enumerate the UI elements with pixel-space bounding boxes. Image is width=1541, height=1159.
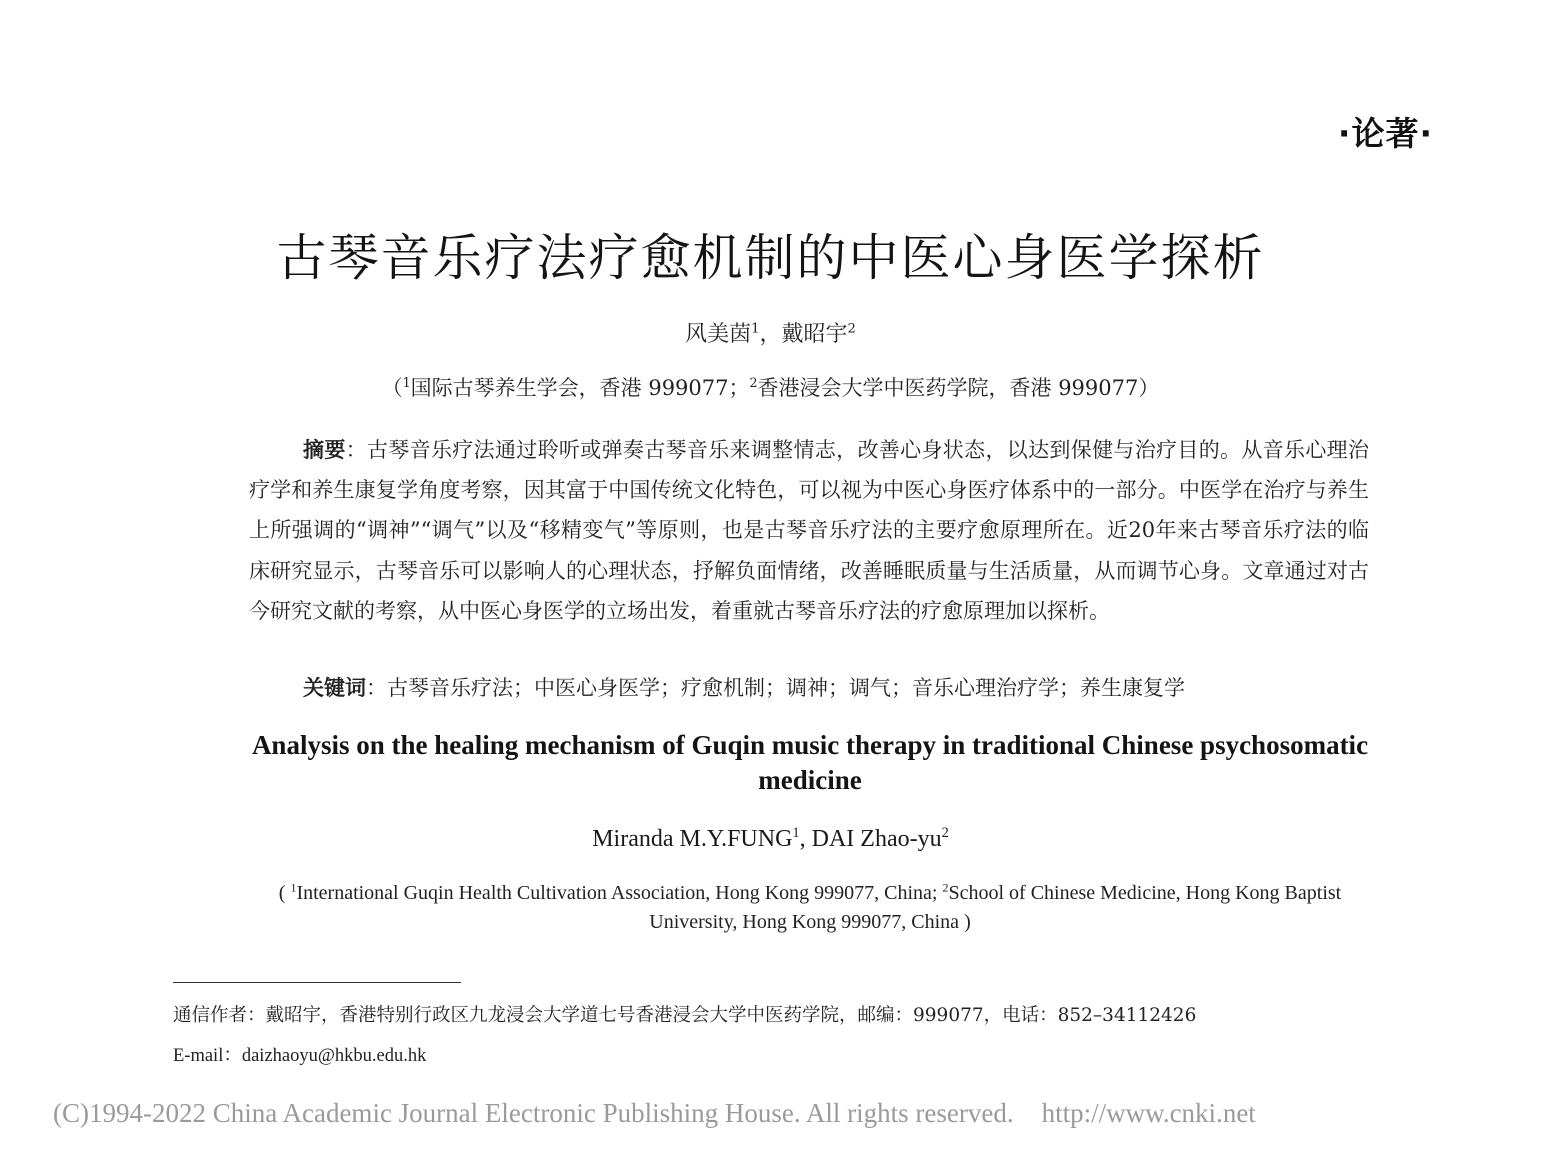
author-1-cn-sup: 1 — [751, 321, 760, 337]
affil-en-1: International Guqin Health Cultivation Association, Hong Kong 999077, China; — [296, 882, 943, 904]
author-1-en: Miranda M.Y.FUNG — [592, 826, 793, 852]
author-2-en: DAI Zhao-yu — [811, 826, 942, 852]
author-separator-en: , — [799, 826, 812, 852]
keywords-text: 古琴音乐疗法；中医心身医学；疗愈机制；调神；调气；音乐心理治疗学；养生康复学 — [387, 676, 1185, 700]
abstract-chinese — [249, 430, 1369, 631]
affiliation-english — [250, 879, 1370, 937]
affil-cn-2: 香港浸会大学中医药学院，香港 999077 — [757, 376, 1139, 400]
email-label: E-mail： — [173, 1046, 242, 1066]
author-2-cn-sup: 2 — [847, 321, 856, 337]
affil-cn-close: ） — [1138, 376, 1160, 400]
footnote-correspondence: 通信作者：戴昭宇，香港特别行政区九龙浸会大学道七号香港浸会大学中医药学院，邮编：999077，电话：852–34112426 — [173, 1005, 1197, 1026]
affil-en-sup-2: 2 — [942, 880, 949, 895]
affil-en-2: School of Chinese Medicine, Hong Kong Baptist University, Hong Kong 999077, China — [649, 882, 1342, 933]
author-2-en-sup: 2 — [941, 825, 949, 841]
author-1-en-sup: 1 — [792, 825, 800, 841]
affil-cn-sup-1: 1 — [402, 375, 411, 390]
author-1-cn: 风美茵 — [685, 322, 752, 347]
affil-cn-sup-2: 2 — [749, 375, 758, 390]
keywords-chinese — [303, 672, 1185, 702]
affil-en-close: ) — [959, 911, 971, 933]
keywords-label: 关键词 — [303, 676, 366, 700]
column-tag: ·论著· — [1337, 114, 1433, 153]
authors-chinese — [0, 317, 1541, 348]
author-separator-cn: ， — [759, 322, 782, 347]
affil-cn-1: 国际古琴养生学会，香港 999077； — [410, 376, 750, 400]
abstract-label: 摘要 — [303, 438, 346, 462]
email-link[interactable]: daizhaoyu@hkbu.edu.hk — [241, 1046, 427, 1066]
affiliation-chinese — [0, 372, 1541, 402]
copyright-notice: (C)1994-2022 China Academic Journal Electronic Publishing House. All rights reserved. — [53, 1098, 1014, 1128]
title-english: Analysis on the healing mechanism of Guqin music therapy in traditional Chinese psychosomatic medicine — [251, 730, 1369, 795]
affil-cn-open: （ — [381, 376, 403, 400]
cnki-url[interactable]: http://www.cnki.net — [1041, 1098, 1256, 1128]
title-chinese: 古琴音乐疗法疗愈机制的中医心身医学探析 — [276, 229, 1265, 287]
abstract-colon: ： — [345, 438, 367, 462]
author-2-cn: 戴昭宇 — [781, 322, 848, 347]
abstract-text: 古琴音乐疗法通过聆听或弹奏古琴音乐来调整情志，改善心身状态，以达到保健与治疗目的。从音乐心理治疗学和养生康复学角度考察，因其富于中国传统文化特色，可以视为中医心身医疗体系中的一部分。中医学在治疗与养生上所强调的“调神”“调气”以及“移精变气”等原则，也是古琴音乐疗法的主要疗愈原理所在。近20年来古琴音乐疗法的临床研究显示，古琴音乐可以影响人的心理状态，抒解负面情绪，改善睡眠质量与生活质量，从而调节心身。文章通过对古今研究文献的考察，从中医心身医学的立场出发，着重就古琴音乐疗法的疗愈原理加以探析。 — [249, 438, 1370, 623]
copyright-watermark — [53, 1098, 1256, 1129]
affil-en-sup-1: 1 — [290, 880, 297, 895]
authors-english — [0, 826, 1541, 853]
footnote-divider — [173, 982, 461, 983]
affil-en-open: ( — [278, 882, 291, 904]
footnote-email — [173, 1041, 426, 1067]
keywords-colon: ： — [366, 676, 387, 700]
